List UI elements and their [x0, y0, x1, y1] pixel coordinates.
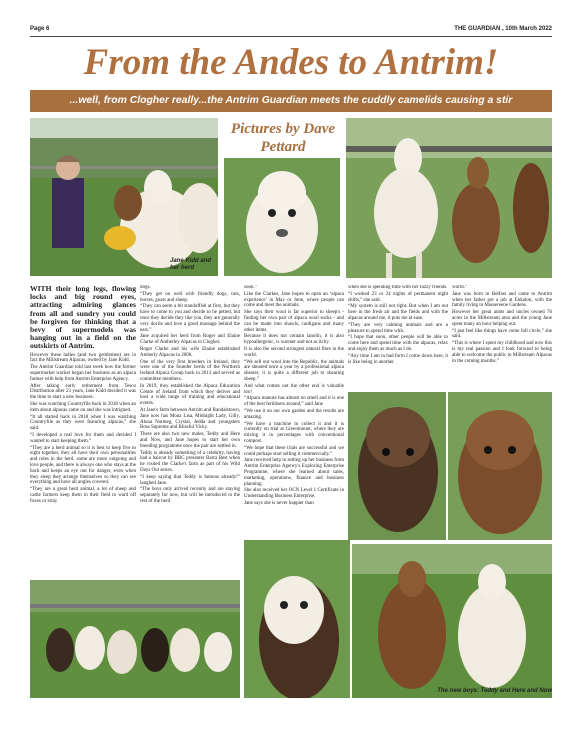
headline: From the Andes to Antrim! [83, 42, 499, 83]
caption-jane: Jane Kidd and her herd [170, 258, 212, 271]
photo-brown-alpaca [448, 392, 552, 540]
photo-dark-alpaca [348, 392, 446, 540]
photo-two-alpacas [346, 118, 552, 278]
caption-new-boys: The new boys: Teddy and Here and Now [437, 688, 552, 694]
masthead: THE GUARDIAN , 10th March 2022 [454, 26, 552, 32]
subheadline: ...well, from Clogher really...the Antrim Guardian meets the cuddly camelids causing a stir [30, 90, 552, 112]
column-2: dogs. “They get on well with friendly dogs, cats, horses, goats and sheep. “They can seem a bit standoffish at first, but they have to come to you and decide to be petted, but once they decide they like you, they are generally very docile and love a good massage behind the ears.” Jane acquired her herd from Roger and Elaine Clarke of Amberley Alpacas in Clogher. Roger Clarke and his wife Elaine established Amberly Alpacas in 2006. One of the very first breeders in Ireland, they were one of the founder herds of the Northern Ireland Alpaca Group back in 2013 and served as committee members. In 2019, they established the Alpaca Education Centre of Ireland from which they deliver and host a wide range of training and educational events. At Jane's farm between Antrim and Randalstown, Jane now has Mona Lisa, Midnight Lady, Gilly, Aluna Nutmeg, Crystal, Jedda and youngsters Boss Supreme and Blissful Vicky. There are also two new males, Teddy and Here and Now, and Jane hopes to start her own breeding programme once the pair are settled in. Teddy is already something of a celebrity, having had a haircut by BBC presenter Barra Best when he visited the Clarke's farm as part of his Wild Days Out series. “I keep saying that Teddy is famous already!” laughed Jane. “The boys only arrived recently and are staying separately for now, but will be introduced to the rest of the herd [140, 285, 240, 504]
column-5: world.” Jane was born in Belfast and came to Antrim when her father got a job at Enkalon, with the family living in Massereene Gardens. However her great aunts and uncles owned 76 acres in the Millstream area and the young Jane spent many an hour helping out. “I just feel like things have come full circle,” she said. “This is where I spent my childhood and now this is my real passion and I look forward to being able to welcome the public to Millstream Alpacas in the coming months.” [452, 285, 552, 364]
column-4: when she is spending time with her fuzzy friends. “I worked 23 or 24 nights of permanent night shifts,” she said. “My system is still not right. But when I am out here in the fresh air and the fields and with the alpacas around me, it puts me at ease. “They are very calming animals and are a pleasure to spend time with. “I hope that soon, other people will be able to come here and spend time with the alpacas, relax and enjoy them as much as I do. “Any time I am in bad form I come down here, it is like being in another [348, 285, 448, 365]
photo-herd-field [30, 580, 240, 698]
photo-alpaca-face [224, 158, 340, 276]
column-1: WITH their long legs, flowing locks and big round eyes, attracting admiring glances from all and sundry you could be forgiven for thinking that a bevy of supermodels was hanging out in a field on the outskirts of Antrim. However these ladies (and two gentlemen) are in fact the Millstream Alpacas, owned by Jane Kidd. The Antrim Guardian told last week how the former supermarket worker began her business as an alpaca farmer with help from Antrim Enterprise Agency. After taking early retirement from Tesco Distribution after 23 years, Jane Kidd decided it was the time to start a new business. She was watching Countryfile back in 2018 when an item about alpacas came on and she was intrigued. “It all started back in 2018 when I was watching Countryfile as they were featuring alpacas,” she said. “I developed a real love for them and decided I wanted to start keeping them.” “They are a herd animal so it is best to keep five to eight together, they all have their own personalities and roles in the herd, some are more outgoing and love people, and there is always one who stays at the back and keeps an eye out for danger, even when they sleep they arrange themselves so they can see everything and have all angles covered. “They are a great herd animal, a lot of sheep and cattle farmers keep them in their field to ward off foxes or stray [30, 285, 136, 504]
column-3: soon.” Like the Clarkes, Jane hopes to open an ‘alpaca experience’ in May or June, where people can come and meet the animals. She says their wool is far superior to sheep's - finding her own pair of alpaca wool socks - and can be made into shawls, cardigans and many other items. Because it does not contain lanolin, it is also hypoallergenic, is warmer and not as itchy. It is also the second strongest natural fibre in the world. “We sell our wool into the Republic, the animals are sheared once a year by a professional alpaca shearer, it is quite a different job to shearing sheep.” And what comes out the other end is valuable too! “Alpaca manure has almost no smell and it is one of the best fertilisers around,” said Jane “We use it on our own garden and the results are amazing. “We have a machine to collect it and it is currently on trial at Greenmount, where they are mixing it in percentages with conventional compost. “We hope that these trials are successful and we could perhaps start selling it commercially.” Jane received help in setting up her business from Antrim Enterprise Agency's Exploring Enterprise Programme, where she learned about sales, marketing, operations, finance and business planning. She also received her OCN Level 1 Certificate in Understanding Business Enterprise. Jane says she is never happier than [244, 285, 344, 506]
header-rule [30, 36, 552, 37]
photo-new-boys [352, 544, 552, 698]
page-number: Page 6 [30, 26, 50, 32]
photo-white-alpaca-face [244, 540, 350, 698]
page-header [30, 24, 552, 36]
photo-jane-and-herd [30, 118, 218, 276]
pictures-by: Pictures by Dave Pettard [230, 121, 336, 155]
